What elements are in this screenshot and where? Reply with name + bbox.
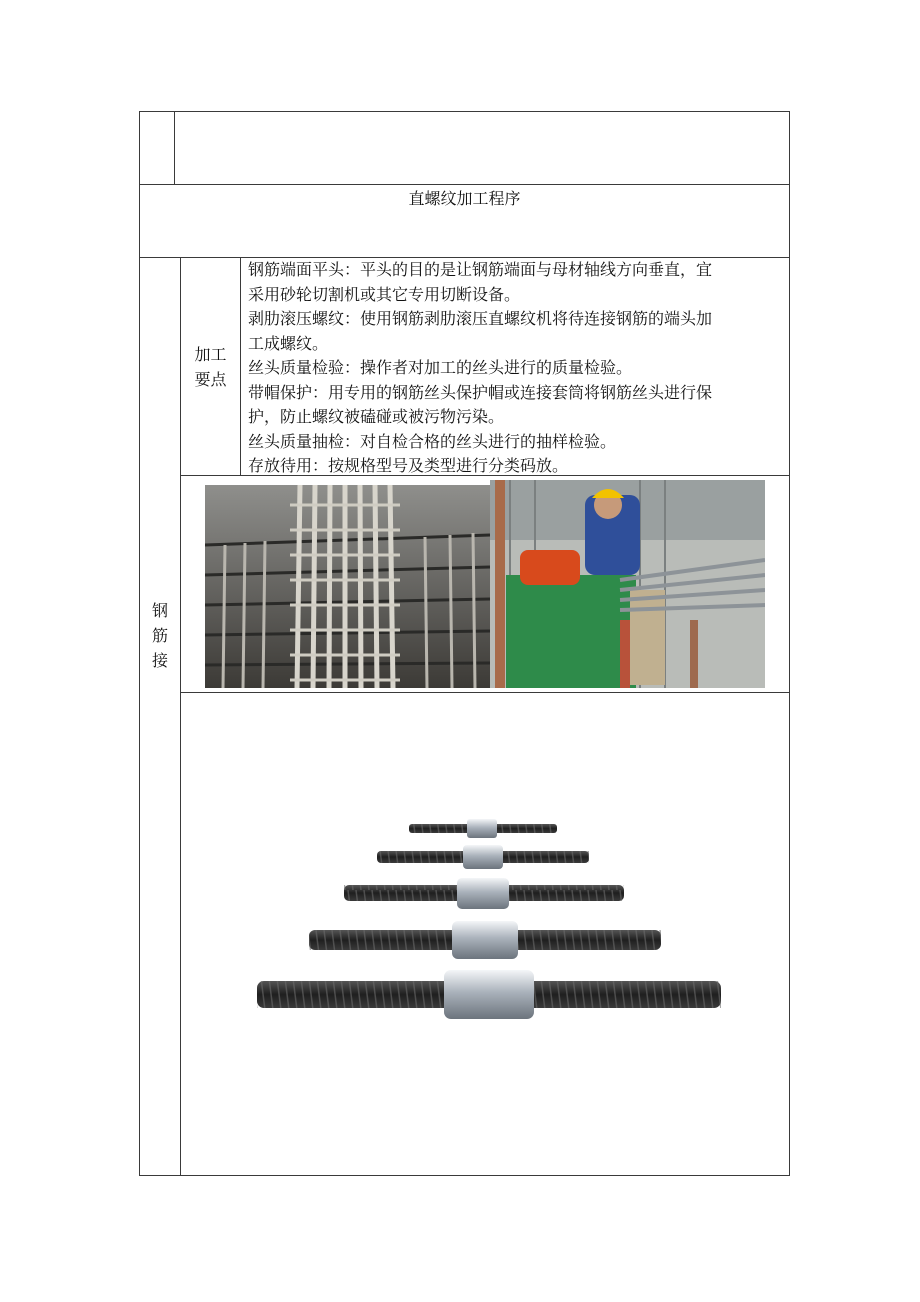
section-title: 直螺纹加工程序	[408, 189, 521, 208]
table-left-border	[139, 111, 140, 1176]
rebar-cage-photo	[205, 485, 490, 688]
point-line: 钢筋端面平头：平头的目的是让钢筋端面与母材轴线方向垂直，宜	[248, 260, 713, 279]
point-line: 丝头质量抽检：对自检合格的丝头进行的抽样检验。	[248, 431, 617, 451]
point-line: 工成螺纹。	[248, 333, 329, 353]
rebar-coupler-sizes-photo	[235, 810, 735, 1025]
row1-divider	[174, 111, 175, 184]
sub-label	[181, 343, 240, 392]
table-right-border	[789, 111, 790, 1176]
row1-bottom-border	[139, 184, 790, 185]
point-line: 存放待用：按规格型号及类型进行分类码放。	[248, 456, 569, 475]
sublabel-divider	[240, 257, 241, 475]
left-label	[141, 598, 179, 673]
table-bottom-border	[139, 1175, 790, 1176]
point-line: 丝头质量检验：操作者对加工的丝头进行的质量检验。	[248, 358, 633, 377]
left-label-char: 接	[151, 651, 168, 670]
left-column-divider	[180, 257, 181, 1176]
point-line: 剥肋滚压螺纹：使用钢筋剥肋滚压直螺纹机将待连接钢筋的端头加	[248, 309, 713, 328]
table-top-border	[139, 111, 790, 112]
point-line: 护，防止螺纹被磕碰或被污物污染。	[248, 407, 505, 426]
left-label-char: 筋	[151, 626, 168, 645]
sub-label-line: 加工	[194, 345, 227, 364]
point-line: 带帽保护：用专用的钢筋丝头保护帽或连接套筒将钢筋丝头进行保	[248, 382, 713, 402]
photos-bottom-border	[180, 692, 790, 693]
worker-threading-machine-photo	[490, 480, 765, 688]
sub-label-line: 要点	[194, 369, 227, 389]
processing-points	[248, 258, 788, 479]
left-label-char: 钢	[151, 601, 168, 620]
point-line: 采用砂轮切割机或其它专用切断设备。	[248, 284, 521, 304]
